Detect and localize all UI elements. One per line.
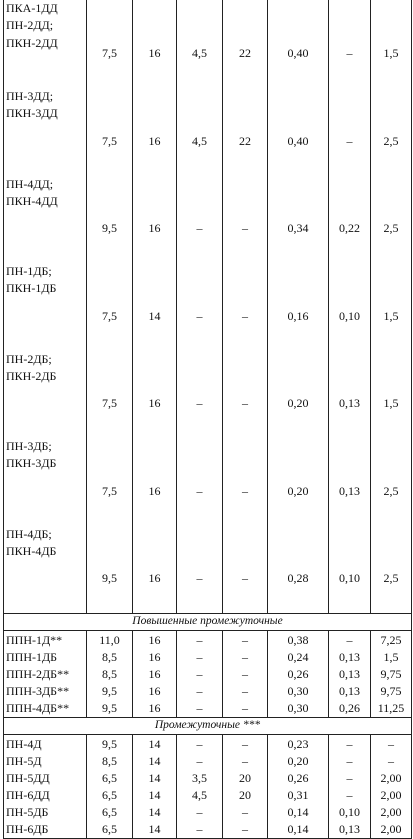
- product-name: ПКА-1ДД: [6, 1, 58, 15]
- product-name: ПКН-2ДД: [6, 35, 58, 50]
- value-cell: 9,5: [87, 734, 133, 752]
- product-name: ПН-5ДБ: [4, 804, 87, 821]
- value-cell: 4,5: [177, 787, 223, 804]
- value-cell: 16: [133, 683, 177, 700]
- table-row-group: [4, 351, 412, 439]
- value-cell: 2,00: [371, 804, 412, 821]
- value-cell: 0,38: [268, 631, 329, 649]
- product-name-cell: [4, 438, 87, 526]
- value-cell: 16: [133, 631, 177, 649]
- value-cell: 0,13: [329, 683, 371, 700]
- product-name: ПКН-1ДБ: [6, 281, 57, 296]
- product-name: ПН-6ДБ: [4, 821, 87, 839]
- value-cell: 0,14: [268, 804, 329, 821]
- product-name: ПН-2ДБ;: [6, 351, 52, 366]
- product-name: ППН-1Д**: [4, 631, 87, 649]
- value-cell: 0,13: [329, 438, 371, 526]
- section-title: Повышенные промежуточные: [4, 614, 412, 631]
- value-cell: 9,5: [87, 176, 133, 264]
- value-cell: 16: [133, 648, 177, 665]
- product-name-cell: [4, 351, 87, 439]
- value-cell: 14: [133, 787, 177, 804]
- value-cell: 0,20: [268, 752, 329, 769]
- value-cell: –: [223, 648, 268, 665]
- table-row: [4, 769, 412, 786]
- section-header-row: [4, 614, 412, 631]
- value-cell: 0,13: [329, 665, 371, 682]
- value-cell: –: [177, 631, 223, 649]
- value-cell: 0,10: [329, 263, 371, 351]
- value-cell: 8,5: [87, 752, 133, 769]
- product-name: ПКН-4ДД: [6, 193, 58, 208]
- value-cell: 2,5: [371, 526, 412, 614]
- product-name-cell: [4, 88, 87, 176]
- product-name-cell: [4, 526, 87, 614]
- value-cell: –: [329, 787, 371, 804]
- value-cell: 2,5: [371, 176, 412, 264]
- value-cell: –: [329, 631, 371, 649]
- value-cell: 9,75: [371, 665, 412, 682]
- table-row: [4, 665, 412, 682]
- product-name: ППН-4ДБ**: [4, 700, 87, 718]
- value-cell: –: [329, 769, 371, 786]
- value-cell: 0,30: [268, 700, 329, 718]
- product-name: ПН-3ДД;: [6, 89, 54, 103]
- value-cell: 7,25: [371, 631, 412, 649]
- table-row: [4, 787, 412, 804]
- value-cell: –: [223, 665, 268, 682]
- table-row-group: [4, 526, 412, 614]
- table-row-group: [4, 0, 412, 88]
- value-cell: –: [223, 734, 268, 752]
- value-cell: 6,5: [87, 769, 133, 786]
- value-cell: 0,26: [329, 700, 371, 718]
- value-cell: 16: [133, 700, 177, 718]
- value-cell: 0,14: [268, 821, 329, 839]
- product-name: ППН-2ДБ**: [4, 665, 87, 682]
- value-cell: –: [177, 176, 223, 264]
- value-cell: 0,23: [268, 734, 329, 752]
- product-name: ПН-5ДД: [4, 769, 87, 786]
- value-cell: 11,0: [87, 631, 133, 649]
- value-cell: 9,5: [87, 700, 133, 718]
- value-cell: 7,5: [87, 438, 133, 526]
- value-cell: –: [223, 631, 268, 649]
- value-cell: 0,22: [329, 176, 371, 264]
- value-cell: 14: [133, 752, 177, 769]
- value-cell: 14: [133, 804, 177, 821]
- value-cell: 1,5: [371, 263, 412, 351]
- product-name: ПН-6ДД: [4, 787, 87, 804]
- value-cell: 0,31: [268, 787, 329, 804]
- value-cell: 2,00: [371, 769, 412, 786]
- product-name: ППН-3ДБ**: [4, 683, 87, 700]
- table-row: [4, 734, 412, 752]
- table-row: [4, 631, 412, 649]
- product-name-cell: [4, 176, 87, 264]
- value-cell: 7,5: [87, 263, 133, 351]
- value-cell: 0,26: [268, 769, 329, 786]
- value-cell: 0,20: [268, 351, 329, 439]
- table-row: [4, 752, 412, 769]
- value-cell: –: [177, 438, 223, 526]
- value-cell: –: [177, 804, 223, 821]
- product-name-cell: [4, 0, 87, 88]
- value-cell: 0,26: [268, 665, 329, 682]
- value-cell: 0,40: [268, 88, 329, 176]
- value-cell: –: [223, 683, 268, 700]
- value-cell: –: [329, 734, 371, 752]
- value-cell: 1,5: [371, 351, 412, 439]
- value-cell: 22: [223, 88, 268, 176]
- value-cell: 9,75: [371, 683, 412, 700]
- value-cell: 0,13: [329, 821, 371, 839]
- value-cell: 14: [133, 734, 177, 752]
- value-cell: –: [223, 438, 268, 526]
- product-name: ПКН-3ДБ: [6, 456, 57, 471]
- value-cell: 14: [133, 769, 177, 786]
- table-row: [4, 648, 412, 665]
- table-row-group: [4, 263, 412, 351]
- value-cell: 6,5: [87, 821, 133, 839]
- table-row: [4, 700, 412, 718]
- value-cell: –: [371, 752, 412, 769]
- value-cell: 16: [133, 526, 177, 614]
- value-cell: –: [223, 821, 268, 839]
- section-header-row: [4, 717, 412, 734]
- value-cell: 7,5: [87, 88, 133, 176]
- table-row-group: [4, 88, 412, 176]
- specification-table: [3, 0, 412, 839]
- value-cell: 8,5: [87, 665, 133, 682]
- value-cell: 20: [223, 769, 268, 786]
- value-cell: 2,00: [371, 821, 412, 839]
- product-name: ПН-3ДБ;: [6, 439, 52, 453]
- value-cell: –: [223, 176, 268, 264]
- value-cell: –: [329, 752, 371, 769]
- value-cell: –: [177, 263, 223, 351]
- value-cell: –: [177, 821, 223, 839]
- table-row: [4, 821, 412, 839]
- value-cell: –: [223, 700, 268, 718]
- value-cell: –: [223, 752, 268, 769]
- value-cell: 0,10: [329, 804, 371, 821]
- value-cell: 14: [133, 821, 177, 839]
- value-cell: 9,5: [87, 683, 133, 700]
- value-cell: 16: [133, 88, 177, 176]
- table-row-group: [4, 176, 412, 264]
- value-cell: 22: [223, 0, 268, 88]
- value-cell: 16: [133, 176, 177, 264]
- product-name: ПН-4Д: [4, 734, 87, 752]
- value-cell: 0,30: [268, 683, 329, 700]
- table-row: [4, 683, 412, 700]
- value-cell: 7,5: [87, 351, 133, 439]
- value-cell: –: [329, 88, 371, 176]
- value-cell: 0,10: [329, 526, 371, 614]
- product-name: ПН-5Д: [4, 752, 87, 769]
- value-cell: 0,40: [268, 0, 329, 88]
- product-name: ПН-2ДД;: [6, 18, 54, 33]
- value-cell: 0,28: [268, 526, 329, 614]
- value-cell: 11,25: [371, 700, 412, 718]
- product-name: ПКН-4ДБ: [6, 543, 57, 558]
- value-cell: –: [177, 752, 223, 769]
- value-cell: 16: [133, 665, 177, 682]
- product-name-cell: [4, 263, 87, 351]
- value-cell: –: [371, 734, 412, 752]
- value-cell: –: [177, 700, 223, 718]
- value-cell: 0,13: [329, 648, 371, 665]
- value-cell: 8,5: [87, 648, 133, 665]
- value-cell: 0,13: [329, 351, 371, 439]
- value-cell: –: [223, 526, 268, 614]
- product-name: ПКН-3ДД: [6, 106, 58, 121]
- value-cell: 2,5: [371, 438, 412, 526]
- value-cell: 0,16: [268, 263, 329, 351]
- value-cell: 0,34: [268, 176, 329, 264]
- product-name: ПКН-2ДБ: [6, 368, 57, 383]
- value-cell: –: [223, 804, 268, 821]
- value-cell: 20: [223, 787, 268, 804]
- value-cell: 2,5: [371, 88, 412, 176]
- value-cell: 14: [133, 263, 177, 351]
- value-cell: 16: [133, 438, 177, 526]
- value-cell: 1,5: [371, 648, 412, 665]
- value-cell: –: [177, 683, 223, 700]
- value-cell: 7,5: [87, 0, 133, 88]
- product-name: ПН-4ДБ;: [6, 526, 52, 541]
- value-cell: –: [177, 526, 223, 614]
- value-cell: 16: [133, 0, 177, 88]
- value-cell: 16: [133, 351, 177, 439]
- table-row: [4, 804, 412, 821]
- value-cell: 2,00: [371, 787, 412, 804]
- value-cell: –: [223, 263, 268, 351]
- value-cell: 3,5: [177, 769, 223, 786]
- product-name: ПН-1ДБ;: [6, 264, 52, 278]
- value-cell: 0,24: [268, 648, 329, 665]
- value-cell: 9,5: [87, 526, 133, 614]
- value-cell: –: [177, 734, 223, 752]
- value-cell: 6,5: [87, 804, 133, 821]
- section-title: Промежуточные ***: [4, 717, 412, 734]
- value-cell: 6,5: [87, 787, 133, 804]
- table-row-group: [4, 438, 412, 526]
- value-cell: –: [177, 665, 223, 682]
- product-name: ПН-4ДД;: [6, 176, 54, 191]
- value-cell: –: [223, 351, 268, 439]
- product-name: ППН-1ДБ: [4, 648, 87, 665]
- value-cell: –: [177, 351, 223, 439]
- value-cell: 0,20: [268, 438, 329, 526]
- value-cell: 1,5: [371, 0, 412, 88]
- value-cell: –: [329, 0, 371, 88]
- value-cell: 4,5: [177, 0, 223, 88]
- value-cell: –: [177, 648, 223, 665]
- value-cell: 4,5: [177, 88, 223, 176]
